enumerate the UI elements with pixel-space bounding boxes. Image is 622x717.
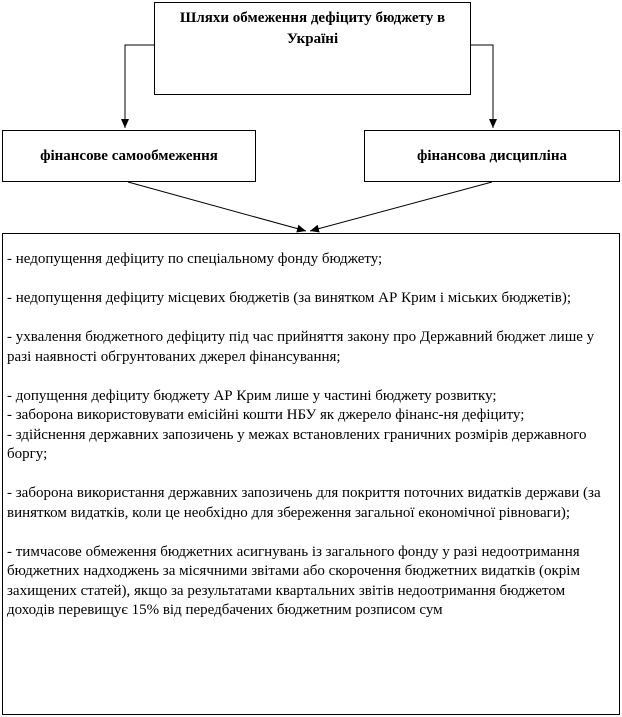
measure-item: - тимчасове обмеження бюджетних асигнувань із загального фонду у разі недоотримання бюджетних надходжень за місячними звітами або скорочення бюджетних видатків (окрім захищених статей), якщо за результатами квартальних звітів недоотримання бюджетом доходів перевищує 15% від передбачених бюджетним розписом сум <box>7 543 580 618</box>
left-branch-box <box>2 130 256 182</box>
measure-item: - заборона використання державних запозичень для покриття поточних видатків держави (за винятком видатків, коли це необхідно для збереження загальної економічної рівноваги); <box>7 485 601 521</box>
left-branch-label: фінансове самообмеження <box>40 147 218 164</box>
measure-item: - допущення дефіциту бюджету АР Крим лише у частині бюджету розвитку; <box>7 387 497 404</box>
measure-item: - здійснення державних запозичень у межах встановлених граничних розмірів державного боргу; <box>7 426 587 462</box>
measure-item: - недопущення дефіциту по спеціальному фонду бюджету; <box>7 251 383 267</box>
arrow-to-right-branch <box>471 45 493 128</box>
measure-item: - ухвалення бюджетного дефіциту під час прийняття закону про Державний бюджет лише у разі наявності обгрунтованих джерел фінансування; <box>7 329 595 365</box>
arrow-right-to-main <box>310 182 492 231</box>
arrow-left-to-main <box>128 182 306 231</box>
diagram-title: Шляхи обмеження дефіциту бюджету в Україні <box>179 10 446 47</box>
measure-item: - недопущення дефіциту місцевих бюджетів (за винятком АР Крим і міських бюджетів); <box>7 290 572 306</box>
arrow-to-left-branch <box>125 45 154 128</box>
title-box <box>154 2 471 95</box>
right-branch-label: фінансова дисципліна <box>416 147 567 164</box>
measures-box <box>2 233 620 715</box>
measure-item: - заборона використовувати емісійні кошти НБУ як джерело фінанс-ня дефіциту; <box>7 407 525 423</box>
measures-list <box>7 250 609 621</box>
right-branch-box <box>364 130 620 182</box>
